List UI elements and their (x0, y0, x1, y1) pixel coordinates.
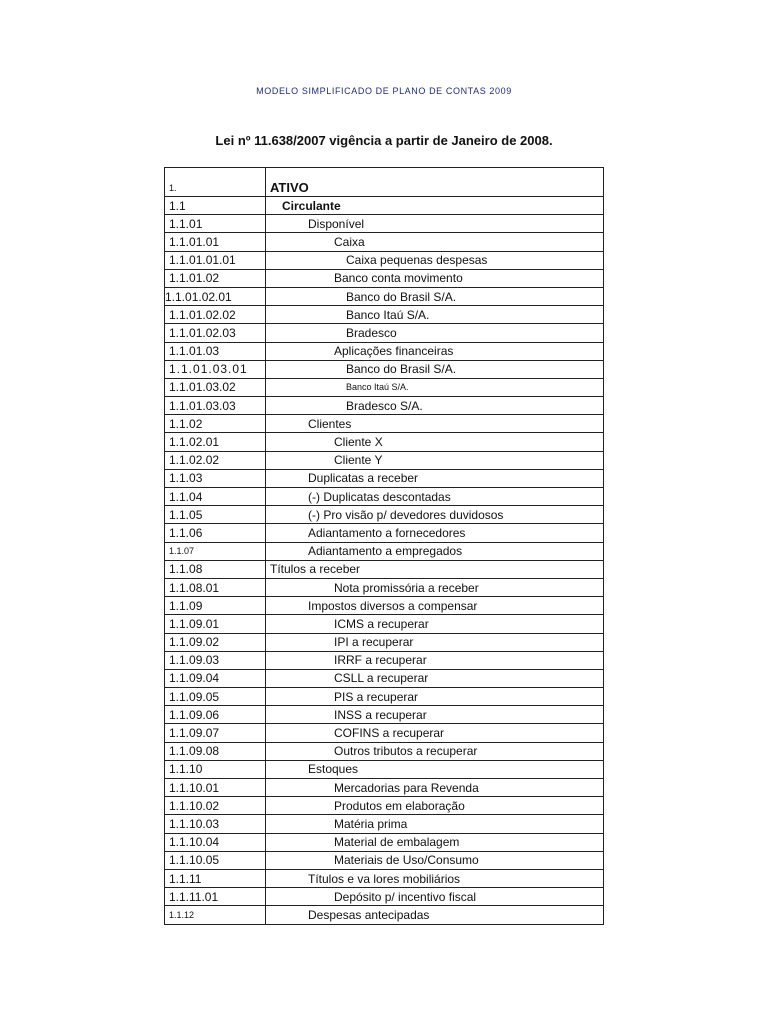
account-code: 1.1.02 (165, 415, 266, 433)
account-code: 1.1.09.08 (165, 742, 266, 760)
account-name: Banco do Brasil S/A. (266, 360, 604, 378)
table-row (165, 779, 604, 797)
account-name: Produtos em elaboração (266, 797, 604, 815)
table-row (165, 833, 604, 851)
table-row (165, 542, 604, 560)
account-name: Títulos a receber (266, 560, 604, 578)
table-row (165, 578, 604, 596)
account-code: 1.1.05 (165, 506, 266, 524)
account-name: CSLL a recuperar (266, 669, 604, 687)
account-code: 1.1.01.03 (165, 342, 266, 360)
table-row (165, 688, 604, 706)
account-code: 1.1.10.02 (165, 797, 266, 815)
account-name: Aplicações financeiras (266, 342, 604, 360)
account-code: 1.1.09 (165, 597, 266, 615)
account-name: Bradesco S/A. (266, 397, 604, 415)
account-code: 1.1.09.04 (165, 669, 266, 687)
account-code: 1.1.09.02 (165, 633, 266, 651)
table-row (165, 506, 604, 524)
account-name: Material de embalagem (266, 833, 604, 851)
table-row (165, 415, 604, 433)
account-code: 1.1 (165, 197, 266, 215)
account-name: Depósito p/ incentivo fiscal (266, 888, 604, 906)
table-row (165, 851, 604, 869)
account-code: 1.1.09.07 (165, 724, 266, 742)
account-code: 1.1.01.03.03 (165, 397, 266, 415)
table-row (165, 287, 604, 305)
account-code: 1.1.01.02.03 (165, 324, 266, 342)
account-name: Disponível (266, 215, 604, 233)
account-name: Circulante (266, 197, 604, 215)
account-name: (-) Pro visão p/ devedores duvidosos (266, 506, 604, 524)
account-name: Duplicatas a receber (266, 469, 604, 487)
account-name: Cliente X (266, 433, 604, 451)
table-row (165, 815, 604, 833)
account-name: Banco Itaú S/A. (266, 378, 604, 396)
table-row (165, 742, 604, 760)
table-row (165, 233, 604, 251)
account-code: 1.1.09.01 (165, 615, 266, 633)
table-row (165, 669, 604, 687)
law-subtitle: Lei nº 11.638/2007 vigência a partir de Janeiro de 2008. (215, 133, 553, 148)
account-code: 1.1.08.01 (165, 578, 266, 596)
account-name: Nota promissória a receber (266, 578, 604, 596)
account-code: 1.1.11.01 (165, 888, 266, 906)
account-name: Adiantamento a fornecedores (266, 524, 604, 542)
account-name: Impostos diversos a compensar (266, 597, 604, 615)
account-code: 1.1.01.01 (165, 233, 266, 251)
account-code: 1.1.01.03.01 (165, 360, 266, 378)
table-row (165, 433, 604, 451)
account-code: 1.1.02.01 (165, 433, 266, 451)
table-row (165, 560, 604, 578)
account-code: 1.1.02.02 (165, 451, 266, 469)
table-row (165, 597, 604, 615)
table-row (165, 869, 604, 887)
table-row (165, 168, 604, 197)
table-row (165, 397, 604, 415)
account-name: ATIVO (266, 168, 604, 197)
account-code: 1.1.01.02.02 (165, 306, 266, 324)
table-row (165, 488, 604, 506)
table-row (165, 197, 604, 215)
table-row (165, 615, 604, 633)
table-row (165, 706, 604, 724)
table-row (165, 378, 604, 396)
account-code: 1.1.09.03 (165, 651, 266, 669)
account-name: Caixa pequenas despesas (266, 251, 604, 269)
table-row (165, 215, 604, 233)
account-code: 1.1.10.01 (165, 779, 266, 797)
account-name: Bradesco (266, 324, 604, 342)
account-name: IRRF a recuperar (266, 651, 604, 669)
table-row (165, 342, 604, 360)
account-code: 1.1.01.02.01 (165, 287, 266, 305)
table-row (165, 269, 604, 287)
account-name: Banco conta movimento (266, 269, 604, 287)
account-name: Banco do Brasil S/A. (266, 287, 604, 305)
account-code: 1.1.07 (165, 542, 266, 560)
table-row (165, 469, 604, 487)
chart-of-accounts-table (164, 167, 604, 925)
account-code: 1.1.01.02 (165, 269, 266, 287)
account-code: 1.1.01.01.01 (165, 251, 266, 269)
table-row (165, 524, 604, 542)
table-row (165, 360, 604, 378)
document-title: MODELO SIMPLIFICADO DE PLANO DE CONTAS 2009 (256, 86, 512, 96)
account-code: 1.1.12 (165, 906, 266, 924)
table-row (165, 306, 604, 324)
account-name: Materiais de Uso/Consumo (266, 851, 604, 869)
table-row (165, 906, 604, 924)
account-code: 1.1.08 (165, 560, 266, 578)
account-name: Títulos e va lores mobiliários (266, 869, 604, 887)
table-row (165, 651, 604, 669)
account-name: Despesas antecipadas (266, 906, 604, 924)
account-name: Banco Itaú S/A. (266, 306, 604, 324)
account-name: IPI a recuperar (266, 633, 604, 651)
account-name: COFINS a recuperar (266, 724, 604, 742)
account-code: 1.1.06 (165, 524, 266, 542)
account-code: 1.1.01 (165, 215, 266, 233)
account-name: Clientes (266, 415, 604, 433)
account-code: 1.1.01.03.02 (165, 378, 266, 396)
account-code: 1.1.03 (165, 469, 266, 487)
account-name: Cliente Y (266, 451, 604, 469)
table-row (165, 324, 604, 342)
table-row (165, 797, 604, 815)
account-code: 1.1.04 (165, 488, 266, 506)
account-code: 1.1.09.06 (165, 706, 266, 724)
table-row (165, 724, 604, 742)
account-name: Outros tributos a recuperar (266, 742, 604, 760)
table-row (165, 251, 604, 269)
account-name: Adiantamento a empregados (266, 542, 604, 560)
account-name: PIS a recuperar (266, 688, 604, 706)
account-code: 1.1.10.04 (165, 833, 266, 851)
table-row (165, 451, 604, 469)
account-name: INSS a recuperar (266, 706, 604, 724)
account-name: Caixa (266, 233, 604, 251)
account-code: 1. (165, 168, 266, 197)
account-code: 1.1.10.03 (165, 815, 266, 833)
table-row (165, 760, 604, 778)
account-code: 1.1.09.05 (165, 688, 266, 706)
account-name: (-) Duplicatas descontadas (266, 488, 604, 506)
account-name: Estoques (266, 760, 604, 778)
account-code: 1.1.10.05 (165, 851, 266, 869)
account-code: 1.1.11 (165, 869, 266, 887)
account-code: 1.1.10 (165, 760, 266, 778)
account-name: Matéria prima (266, 815, 604, 833)
table-row (165, 888, 604, 906)
account-name: Mercadorias para Revenda (266, 779, 604, 797)
account-name: ICMS a recuperar (266, 615, 604, 633)
table-row (165, 633, 604, 651)
